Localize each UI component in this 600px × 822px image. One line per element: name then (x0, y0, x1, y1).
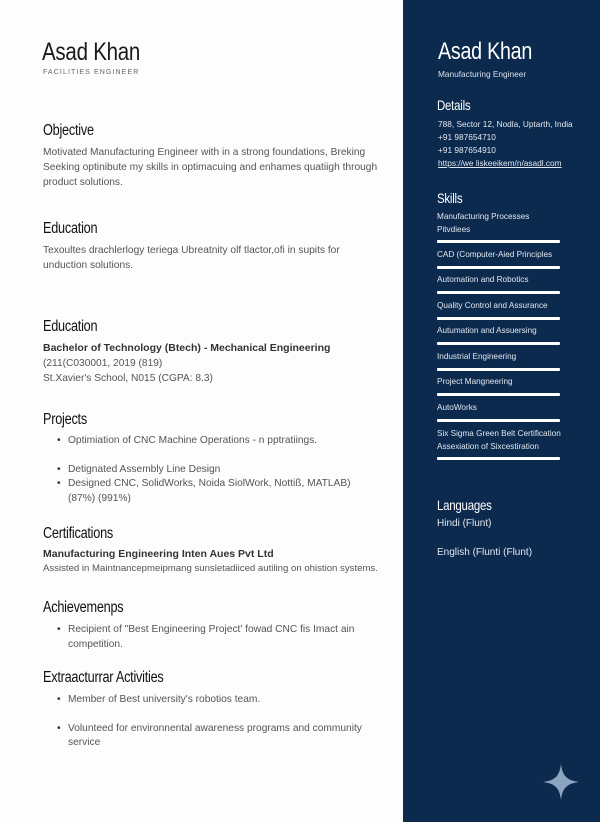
section-title-achievements: Achievemenps (43, 599, 124, 616)
objective-text: Motivated Manufacturing Engineer with in a strong foundations, Breking Seeking optinibute my skills in optimacuing and enhames quatiigh through product solutions. (43, 147, 378, 188)
skill-bar (437, 368, 560, 371)
skill-item (437, 274, 560, 294)
project-item: • Optimiation of CNC Machine Operations - n pptratiings. (58, 434, 368, 449)
skill-label: AutoWorks (437, 403, 477, 412)
skill-bar (437, 393, 560, 396)
phone-1-text: +91 987654710 (438, 132, 496, 142)
section-title-objective: Objective (43, 122, 94, 139)
phone-2-text: +91 987654910 (438, 145, 496, 155)
sparkle-icon (543, 764, 579, 800)
section-title-languages: Languages (437, 497, 492, 513)
section-title-education: Education (43, 220, 98, 237)
school-name: St.Xavier's School, N015 (CGPA: 8.3) (43, 373, 213, 384)
skill-item (437, 376, 560, 396)
section-title-skills: Skills (437, 190, 463, 206)
skill-bar (437, 419, 560, 422)
education-summary-text: Texoultes drachlerlogy teriega Ubreatnity olf tlactor,ofi in supits for unduction solutions. (43, 245, 340, 271)
skill-item (437, 211, 560, 243)
profile-link[interactable]: https://we liskeeikem/n/asadl.com (438, 158, 562, 168)
achievement-item: • Recipient of "Best Engineering Project' fowad CNC fis Imact ain competition. (58, 623, 368, 652)
skill-label: Industrial Engineering (437, 352, 517, 361)
section-title-extracurricular: Extraacturrar Activities (43, 669, 164, 686)
skill-bar (437, 342, 560, 345)
language-item: Hindi (Flunt) (437, 518, 492, 529)
skill-item (437, 428, 560, 460)
skill-bar (437, 317, 560, 320)
skill-item (437, 351, 560, 371)
sidebar-name: Asad Khan (438, 38, 533, 65)
skill-label: CAD (Computer-Aied Principles (437, 250, 553, 259)
skill-item (437, 402, 560, 422)
project-item: • Detignated Assembly Line Design (58, 463, 368, 478)
candidate-name: Asad Khan (42, 38, 141, 66)
skill-label: Quality Control and Assurance (437, 301, 548, 310)
skill-item (437, 300, 560, 320)
activity-item: • Volunteed for environnental awareness programs and community service (58, 722, 368, 751)
section-title-education-details: Education (43, 318, 98, 335)
skill-bar (437, 240, 560, 243)
activity-item: • Member of Best university's robotios team. (58, 693, 368, 708)
project-item: • Designed CNC, SolidWorks, Noida SiolWork, Nottiß, MATLAB) (87%) (991%) (58, 477, 368, 506)
sidebar-subtitle: Manufacturing Engineer (438, 69, 527, 79)
address-text: 788, Sector 12, Nodla, Uptarth, India (438, 119, 573, 129)
certification-text: Assisted in Maintnancepmeipmang sunsletadiiced autiling on ohistion systems. (43, 563, 378, 574)
skill-item (437, 325, 560, 345)
certification-org: Manufacturing Engineering Inten Aues Pvt Ltd (43, 548, 274, 560)
skill-item (437, 249, 560, 269)
skill-bar (437, 266, 560, 269)
skill-label: Six Sigma Green Belt Certification Assexiation of Sixcestiration (437, 429, 561, 451)
extracurricular-list (58, 693, 368, 751)
skill-label: Manufacturing Processes Pitvdiees (437, 212, 530, 234)
skill-label: Autumation and Assuersing (437, 326, 537, 335)
skill-bar (437, 457, 560, 460)
language-item: English (Flunti (Flunt) (437, 547, 533, 558)
skill-bar (437, 291, 560, 294)
education-dates: (211(C030001, 2019 (819) (43, 358, 163, 369)
candidate-title: FACILITIES ENGINEER (43, 69, 140, 76)
section-title-projects: Projects (43, 411, 87, 428)
skill-label: Automation and Robotics (437, 275, 529, 284)
degree-name: Bachelor of Technology (Btech) - Mechanical Engineering (43, 342, 331, 354)
skill-label: Project Mangneering (437, 377, 513, 386)
section-title-details: Details (437, 97, 471, 113)
achievements-list (58, 623, 368, 652)
section-title-certifications: Certifications (43, 525, 114, 542)
projects-list (58, 434, 368, 506)
